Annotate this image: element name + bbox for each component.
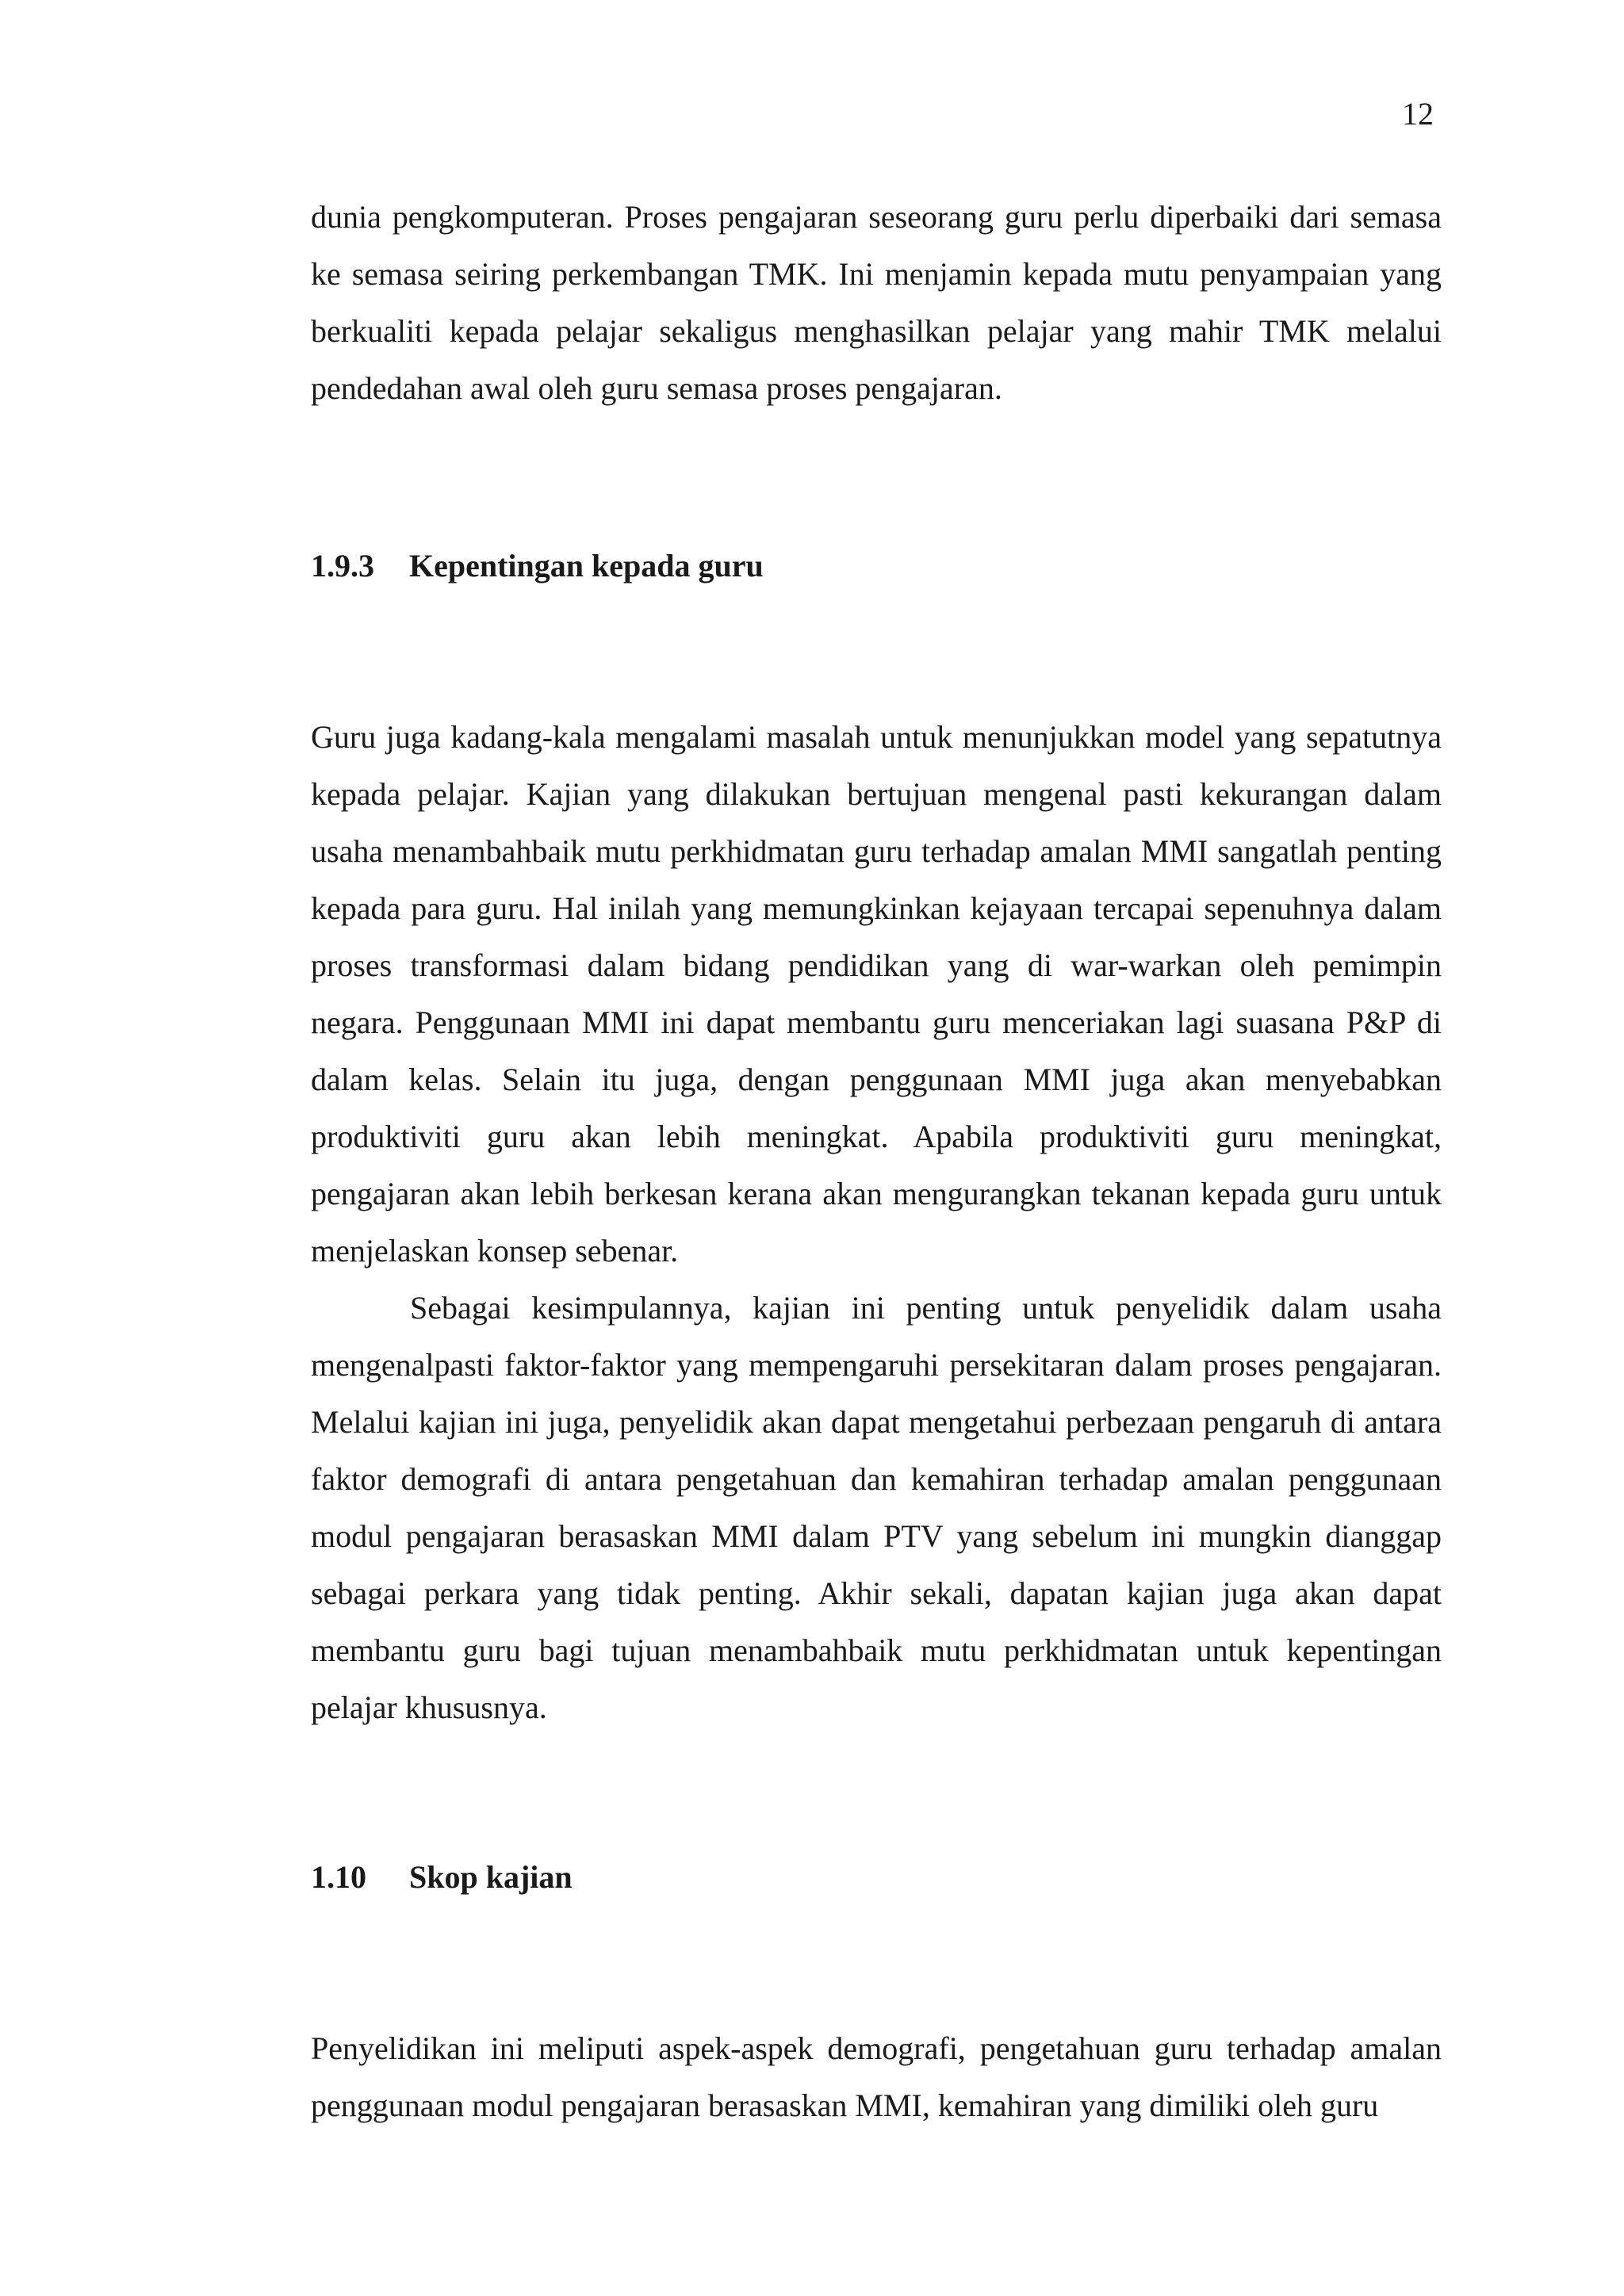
section-heading-skop-kajian (311, 1849, 1442, 1906)
section-title: Skop kajian (409, 1859, 573, 1895)
paragraph-kepentingan-guru: Guru juga kadang-kala mengalami masalah untuk menunjukkan model yang sepatutnya kepada pelajar. Kajian yang dilakukan bertujuan mengenal pasti kekurangan dalam usaha menambahbaik mutu perkhidmatan guru terhadap amalan MMI sangatlah penting kepada para guru. Hal inilah yang memungkinkan kejayaan tercapai sepenuhnya dalam proses transformasi dalam bidang pendidikan yang di war-warkan oleh pemimpin negara. Penggunaan MMI ini dapat membantu guru menceriakan lagi suasana P&P di dalam kelas. Selain itu juga, dengan penggunaan MMI juga akan menyebabkan produktiviti guru akan lebih meningkat. Apabila produktiviti guru meningkat, pengajaran akan lebih berkesan kerana akan mengurangkan tekanan kepada guru untuk menjelaskan konsep sebenar. (311, 719, 1442, 1269)
document-body (311, 189, 1442, 2134)
spacer (311, 417, 1442, 538)
paragraph-intro-continuation: dunia pengkomputeran. Proses pengajaran seseorang guru perlu diperbaiki dari semasa ke semasa seiring perkembangan TMK. Ini menjamin kepada mutu penyampaian yang berkualiti kepada pelajar sekaligus menghasilkan pelajar yang mahir TMK melalui pendedahan awal oleh guru semasa proses pengajaran. (311, 199, 1442, 406)
section-heading-kepentingan-guru (311, 538, 1442, 595)
section-number: 1.9.3 (311, 548, 374, 584)
section-number: 1.10 (311, 1859, 366, 1895)
paragraph-skop-kajian: Penyelidikan ini meliputi aspek-aspek demografi, pengetahuan guru terhadap amalan penggunaan modul pengajaran berasaskan MMI, kemahiran yang dimiliki oleh guru (311, 2030, 1442, 2123)
section-title: Kepentingan kepada guru (409, 548, 764, 584)
spacer (311, 595, 1442, 709)
spacer (311, 1736, 1442, 1849)
spacer (311, 1906, 1442, 2020)
paragraph-kesimpulan: Sebagai kesimpulannya, kajian ini penting untuk penyelidik dalam usaha mengenalpasti faktor-faktor yang mempengaruhi persekitaran dalam proses pengajaran. Melalui kajian ini juga, penyelidik akan dapat mengetahui perbezaan pengaruh di antara faktor demografi di antara pengetahuan dan kemahiran terhadap amalan penggunaan modul pengajaran berasaskan MMI dalam PTV yang sebelum ini mungkin dianggap sebagai perkara yang tidak penting. Akhir sekali, dapatan kajian juga akan dapat membantu guru bagi tujuan menambahbaik mutu perkhidmatan untuk kepentingan pelajar khususnya. (311, 1290, 1442, 1725)
page-number: 12 (1402, 96, 1434, 132)
